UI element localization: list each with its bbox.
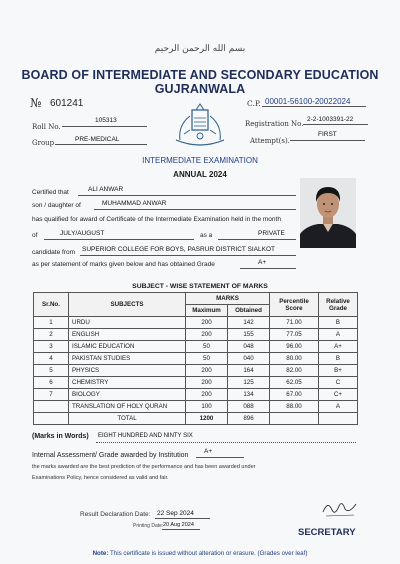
row-obtained: 142 bbox=[228, 317, 270, 329]
disclaimer-line-1: the marks awarded are the best prediction of the performance and has been awarded under bbox=[32, 464, 256, 470]
marks-in-words-underline bbox=[96, 442, 356, 443]
internal-assessment-grade: A+ bbox=[204, 448, 213, 455]
row-grade: A bbox=[319, 401, 358, 413]
total-label: TOTAL bbox=[69, 413, 186, 425]
certified-label: Certified that bbox=[32, 189, 69, 196]
group-underline bbox=[55, 144, 147, 145]
total-obtained: 896 bbox=[228, 413, 270, 425]
exam-title: INTERMEDIATE EXAMINATION bbox=[142, 156, 258, 165]
month-underline bbox=[44, 239, 194, 240]
row-max: 200 bbox=[186, 365, 228, 377]
result-date-underline bbox=[155, 518, 210, 519]
row-subject: ENGLISH bbox=[69, 329, 186, 341]
row-percentile: 77.05 bbox=[270, 329, 319, 341]
row-percentile: 67.00 bbox=[270, 389, 319, 401]
institution-underline bbox=[80, 255, 296, 256]
institution-name: SUPERIOR COLLEGE FOR BOYS, PASRUR DISTRICT SIALKOT bbox=[82, 246, 275, 253]
total-sr-blank bbox=[34, 413, 69, 425]
row-max: 100 bbox=[186, 401, 228, 413]
row-percentile: 96.00 bbox=[270, 341, 319, 353]
row-max: 200 bbox=[186, 389, 228, 401]
serial-label: № bbox=[30, 96, 42, 110]
exam-session: ANNUAL 2024 bbox=[173, 170, 227, 179]
group-value: PRE-MEDICAL bbox=[75, 136, 120, 143]
row-subject: ISLAMIC EDUCATION bbox=[69, 341, 186, 353]
marks-in-words-label: (Marks in Words) bbox=[32, 433, 89, 440]
student-name: ALI ANWAR bbox=[88, 186, 124, 193]
table-row bbox=[34, 377, 358, 389]
total-max: 1200 bbox=[186, 413, 228, 425]
printing-date-underline bbox=[162, 529, 200, 530]
row-max: 200 bbox=[186, 317, 228, 329]
row-sr: 7 bbox=[34, 389, 69, 401]
bismillah-calligraphy: بسم الله الرحمن الرحیم bbox=[154, 44, 246, 54]
cp-underline bbox=[262, 106, 366, 107]
cp-number: 00001-56100-20022024 bbox=[265, 97, 351, 106]
of-label: of bbox=[32, 232, 38, 239]
row-subject: BIOLOGY bbox=[69, 389, 186, 401]
row-obtained: 048 bbox=[228, 341, 270, 353]
row-grade: B bbox=[319, 353, 358, 365]
total-percentile-blank bbox=[270, 413, 319, 425]
marks-table bbox=[33, 292, 358, 425]
row-sr: 3 bbox=[34, 341, 69, 353]
roll-label: Roll No. bbox=[32, 123, 61, 131]
row-grade: A bbox=[319, 329, 358, 341]
secretary-label: SECRETARY bbox=[298, 527, 356, 538]
row-obtained: 040 bbox=[228, 353, 270, 365]
candidate-from-label: candidate from bbox=[32, 249, 75, 256]
registration-underline bbox=[303, 124, 368, 125]
result-date: 22 Sep 2024 bbox=[157, 510, 194, 517]
printing-date: 20 Aug 2024 bbox=[163, 522, 194, 528]
result-date-label: Result Declaration Date: bbox=[80, 511, 151, 518]
row-grade: B+ bbox=[319, 365, 358, 377]
row-sr: 1 bbox=[34, 317, 69, 329]
row-obtained: 134 bbox=[228, 389, 270, 401]
header-marks: MARKS bbox=[186, 293, 270, 305]
row-grade: B bbox=[319, 317, 358, 329]
header-subjects: SUBJECTS bbox=[69, 293, 186, 317]
row-obtained: 088 bbox=[228, 401, 270, 413]
total-row bbox=[34, 413, 358, 425]
exam-month: JULY/AUGUST bbox=[60, 230, 105, 237]
header-maximum: Maximum bbox=[186, 305, 228, 317]
candidate-type: PRIVATE bbox=[258, 230, 285, 237]
row-percentile: 88.00 bbox=[270, 401, 319, 413]
note-label: Note: bbox=[92, 550, 109, 557]
board-city: GUJRANWALA bbox=[154, 82, 246, 96]
board-name: BOARD OF INTERMEDIATE AND SECONDARY EDUCATION bbox=[21, 68, 379, 82]
attempt-underline bbox=[290, 140, 365, 141]
row-max: 200 bbox=[186, 329, 228, 341]
header-obtained: Obtained bbox=[228, 305, 270, 317]
roll-underline bbox=[62, 126, 147, 127]
qualified-text: has qualified for award of Certificate of the Intermediate Examination held in the month bbox=[32, 216, 281, 223]
board-seal-logo bbox=[170, 100, 230, 152]
overall-grade: A+ bbox=[258, 259, 267, 266]
row-obtained: 155 bbox=[228, 329, 270, 341]
row-grade: C+ bbox=[319, 389, 358, 401]
father-name-underline bbox=[94, 209, 296, 210]
row-percentile: 71.00 bbox=[270, 317, 319, 329]
row-max: 50 bbox=[186, 341, 228, 353]
secretary-signature bbox=[320, 496, 360, 520]
grade-text: as per statement of marks given below and has obtained Grade bbox=[32, 261, 215, 268]
registration-label: Registration No. bbox=[245, 120, 304, 128]
son-daughter-label: son / daughter of bbox=[32, 202, 81, 209]
marks-in-words-value: EIGHT HUNDRED AND NINTY SIX bbox=[98, 433, 193, 439]
row-grade: C bbox=[319, 377, 358, 389]
table-row bbox=[34, 353, 358, 365]
row-obtained: 164 bbox=[228, 365, 270, 377]
row-subject: URDU bbox=[69, 317, 186, 329]
as-a-label: as a bbox=[200, 232, 213, 239]
row-max: 50 bbox=[186, 353, 228, 365]
printing-date-label: Printing Date: bbox=[133, 523, 164, 529]
row-sr: 6 bbox=[34, 377, 69, 389]
row-subject: TRANSLATION OF HOLY QURAN bbox=[69, 401, 186, 413]
total-grade-blank bbox=[319, 413, 358, 425]
note-text: This certificate is issued without alteration or erasure. (Grades over leaf) bbox=[110, 550, 308, 557]
table-row bbox=[34, 329, 358, 341]
student-photo bbox=[300, 178, 356, 248]
table-row bbox=[34, 401, 358, 413]
row-sr: 4 bbox=[34, 353, 69, 365]
row-max: 200 bbox=[186, 377, 228, 389]
row-sr: 5 bbox=[34, 365, 69, 377]
internal-assessment-label: Internal Assessment/ Grade awarded by Institution bbox=[32, 452, 189, 459]
header-sr: Sr.No. bbox=[34, 293, 69, 317]
serial-number: 601241 bbox=[50, 98, 84, 109]
statement-heading: SUBJECT - WISE STATEMENT OF MARKS bbox=[132, 283, 268, 290]
father-name: MUHAMMAD ANWAR bbox=[102, 200, 167, 207]
row-grade: A+ bbox=[319, 341, 358, 353]
row-subject: CHEMISTRY bbox=[69, 377, 186, 389]
row-percentile: 82.00 bbox=[270, 365, 319, 377]
registration-number: 2-2-1003391-22 bbox=[307, 116, 354, 123]
table-row bbox=[34, 365, 358, 377]
candidate-type-underline bbox=[218, 239, 296, 240]
cp-label: C.P. bbox=[247, 99, 261, 108]
student-name-underline bbox=[78, 195, 296, 196]
header-relative-grade: Relative Grade bbox=[319, 293, 358, 317]
internal-assessment-underline bbox=[196, 457, 244, 458]
table-row bbox=[34, 341, 358, 353]
row-percentile: 80.00 bbox=[270, 353, 319, 365]
disclaimer-line-2: Examinations Policy, hence considered as valid and fair. bbox=[32, 475, 169, 481]
row-sr: 2 bbox=[34, 329, 69, 341]
row-subject: PAKISTAN STUDIES bbox=[69, 353, 186, 365]
roll-number: 105313 bbox=[95, 117, 117, 124]
grade-underline bbox=[240, 268, 296, 269]
row-obtained: 125 bbox=[228, 377, 270, 389]
footer-note bbox=[0, 550, 400, 557]
row-sr bbox=[34, 401, 69, 413]
group-label: Group bbox=[32, 139, 55, 147]
table-row bbox=[34, 389, 358, 401]
row-percentile: 62.05 bbox=[270, 377, 319, 389]
attempt-label: Attempt(s). bbox=[250, 137, 290, 145]
row-subject: PHYSICS bbox=[69, 365, 186, 377]
header-percentile: Percentile Score bbox=[270, 293, 319, 317]
table-row bbox=[34, 317, 358, 329]
attempt-value: FIRST bbox=[318, 131, 337, 138]
